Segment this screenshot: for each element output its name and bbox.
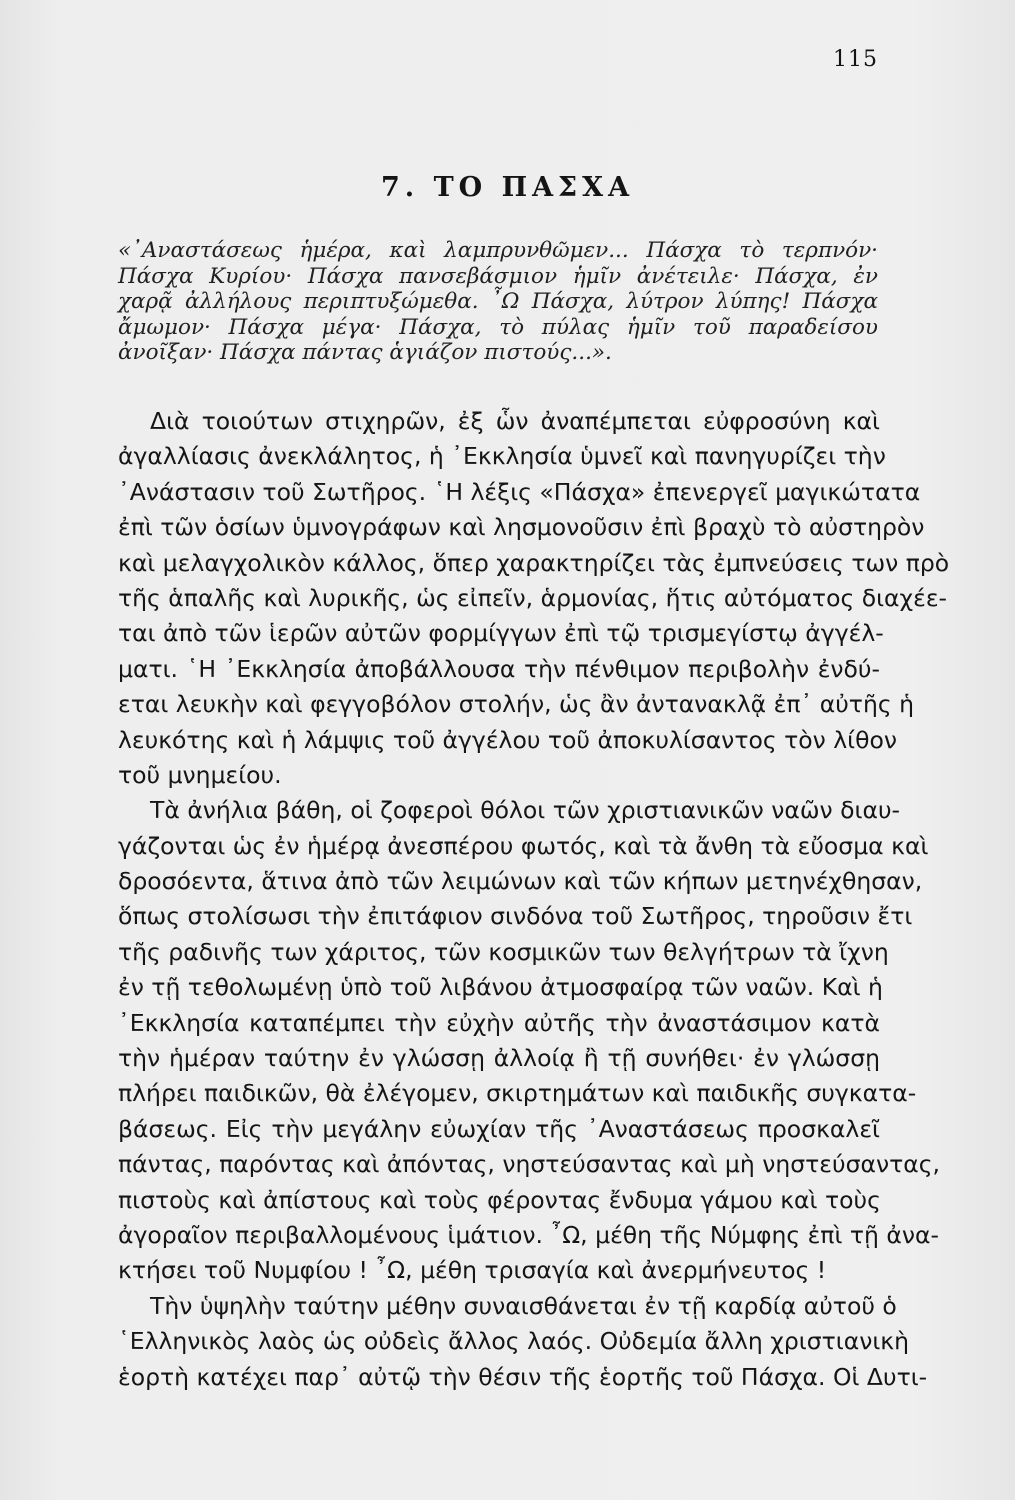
text-line: βάσεως. Εἰς τὴν μεγάλην εὐωχίαν τῆς ᾿Αναστάσεως προσκαλεῖ xyxy=(118,1114,880,1143)
text-line: γάζονται ὡς ἐν ἡμέρᾳ ἀνεσπέρου φωτός, καὶ τὰ ἄνθη τὰ εὔοσμα καὶ xyxy=(118,831,929,860)
text-line: ται ἀπὸ τῶν ἱερῶν αὐτῶν φορμίγγων ἐπὶ τῷ τρισμεγίστῳ ἀγγέλ- xyxy=(118,619,884,648)
quote-line: ἄμωμον· Πάσχα μέγα· Πάσχα, τὸ πύλας ἡμῖν τοῦ παραδείσου xyxy=(118,314,878,340)
text-line: δροσόεντα, ἅτινα ἀπὸ τῶν λειμώνων καὶ τῶν κήπων μετηνέχθησαν, xyxy=(118,867,923,896)
text-line: Διὰ τοιούτων στιχηρῶν, ἐξ ὧν ἀναπέμπεται εὐφροσύνη καὶ xyxy=(150,407,880,435)
text-line: ᾿Εκκλησία καταπέμπει τὴν εὐχὴν αὐτῆς τὴν ἀναστάσιμον κατὰ xyxy=(118,1008,880,1037)
text-line: κτήσει τοῦ Νυμφίου ! ῏Ω, μέθη τρισαγία καὶ ἀνερμήνευτος ! xyxy=(118,1256,827,1285)
paragraph-3 xyxy=(118,1289,928,1395)
text-line: ῾Ελληνικὸς λαὸς ὡς οὐδεὶς ἄλλος λαός. Οὐδεμία ἄλλη χριστιανικὴ xyxy=(118,1327,910,1356)
text-line: ἀγοραῖον περιβαλλομένους ἱμάτιον. ῏Ω, μέθη τῆς Νύμφης ἐπὶ τῇ ἀνα- xyxy=(118,1220,939,1249)
text-line: πάντας, παρόντας καὶ ἀπόντας, νηστεύσαντας καὶ μὴ νηστεύσαντας, xyxy=(118,1150,941,1179)
body-text xyxy=(118,404,950,1395)
text-line: πιστοὺς καὶ ἀπίστους καὶ τοὺς φέροντας ἔνδυμα γάμου καὶ τοὺς xyxy=(118,1185,881,1214)
text-line: λευκότης καὶ ἡ λάμψις τοῦ ἀγγέλου τοῦ ἀποκυλίσαντος τὸν λίθον xyxy=(118,725,897,754)
text-line: ἐν τῇ τεθολωμένῃ ὑπὸ τοῦ λιβάνου ἀτμοσφαίρᾳ τῶν ναῶν. Καὶ ἡ xyxy=(118,973,883,1002)
text-line: ἑορτὴ κατέχει παρ᾿ αὐτῷ τὴν θέσιν τῆς ἑορτῆς τοῦ Πάσχα. Οἱ Δυτι- xyxy=(118,1362,928,1391)
quote-line: Πάσχα Κυρίου· Πάσχα πανσεβάσμιον ἡμῖν ἀνέτειλε· Πάσχα, ἐν xyxy=(118,263,878,289)
text-line: τὴν ἡμέραν ταύτην ἐν γλώσσῃ ἀλλοίᾳ ἢ τῇ συνήθει· ἐν γλώσσῃ xyxy=(118,1044,880,1073)
quote-line: χαρᾷ ἀλλήλους περιπτυξώμεθα. ῏Ω Πάσχα, λύτρον λύπης! Πάσχα xyxy=(118,289,878,315)
text-line: ματι. ῾Η ᾿Εκκλησία ἀποβάλλουσα τὴν πένθιμον περιβολὴν ἐνδύ- xyxy=(118,654,880,683)
text-line: ᾿Ανάστασιν τοῦ Σωτῆρος. ῾Η λέξις «Πάσχα» ἐπενεργεῖ μαγικώτατα xyxy=(118,477,921,506)
chapter-title: 7. ΤΟ ΠΑΣΧΑ xyxy=(380,172,635,203)
text-line: πλήρει παιδικῶν, θὰ ἐλέγομεν, σκιρτημάτων καὶ παιδικῆς συγκατα- xyxy=(118,1079,917,1108)
text-line: εται λευκὴν καὶ φεγγοβόλον στολήν, ὡς ἂν ἀντανακλᾷ ἐπ᾿ αὐτῆς ἡ xyxy=(118,690,914,719)
text-line: τοῦ μνημείου. xyxy=(118,760,282,789)
paragraph-1 xyxy=(118,404,950,793)
text-line: ἐπὶ τῶν ὁσίων ὑμνογράφων καὶ λησμονοῦσιν ἐπὶ βραχὺ τὸ αὐστηρὸν xyxy=(118,513,925,542)
text-line: καὶ μελαγχολικὸν κάλλος, ὅπερ χαρακτηρίζει τὰς ἐμπνεύσεις των πρὸ xyxy=(118,548,950,577)
text-line: τῆς ραδινῆς των χάριτος, τῶν κοσμικῶν των θελγήτρων τὰ ἴχνη xyxy=(118,937,889,966)
epigraph-quote xyxy=(118,238,878,366)
quote-line: «᾿Αναστάσεως ἡμέρα, καὶ λαμπρυνθῶμεν... Πάσχα τὸ τερπνόν· xyxy=(118,238,878,263)
paragraph-2 xyxy=(118,793,941,1288)
quote-line: ἀνοῖξαν· Πάσχα πάντας ἁγιάζον πιστούς...». xyxy=(118,340,612,366)
page-number: 115 xyxy=(833,47,878,72)
text-line: Τὴν ὑψηλὴν ταύτην μέθην συναισθάνεται ἐν τῇ καρδίᾳ αὐτοῦ ὁ xyxy=(150,1291,897,1320)
text-line: ὅπως στολίσωσι τὴν ἐπιτάφιον σινδόνα τοῦ Σωτῆρος, τηροῦσιν ἔτι xyxy=(118,902,913,931)
text-line: ἀγαλλίασις ἀνεκλάλητος, ἡ ᾿Εκκλησία ὑμνεῖ καὶ πανηγυρίζει τὴν xyxy=(118,442,886,471)
text-line: τῆς ἁπαλῆς καὶ λυρικῆς, ὡς εἰπεῖν, ἁρμονίας, ἥτις αὐτόματος διαχέε- xyxy=(118,583,947,612)
text-line: Τὰ ἀνήλια βάθη, οἱ ζοφεροὶ θόλοι τῶν χριστιανικῶν ναῶν διαυ- xyxy=(150,796,901,825)
